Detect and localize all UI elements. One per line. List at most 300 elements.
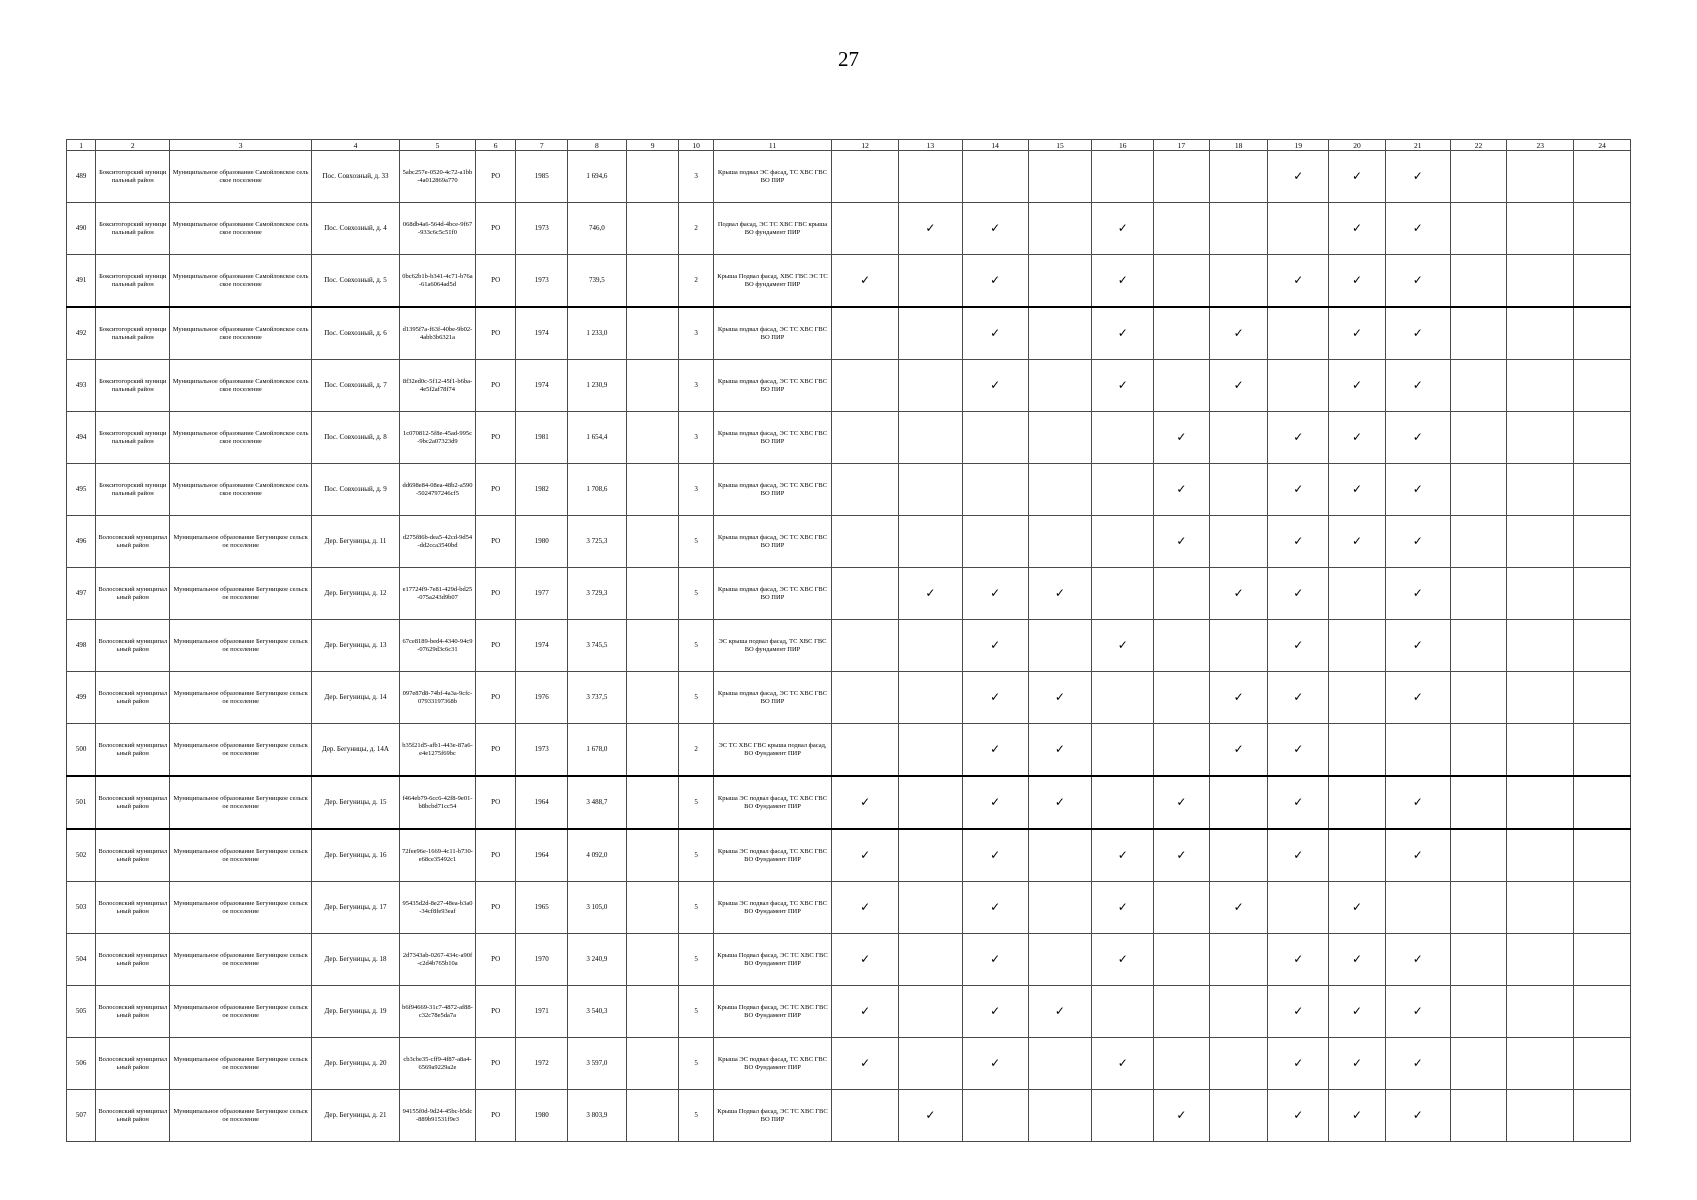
column-number-header: 18 xyxy=(1209,140,1268,151)
mark-cell-col20 xyxy=(1329,620,1386,672)
mark-cell-col15 xyxy=(1028,412,1092,464)
mark-cell-col24 xyxy=(1574,1090,1631,1142)
mark-cell-col17 xyxy=(1154,1038,1210,1090)
check-mark-icon: ✓ xyxy=(1233,900,1244,915)
guid-cell: b35f21d5-afb1-443e-87a6-e4e1275f69bc xyxy=(400,724,476,777)
municipality-cell: Муниципальное образование Самойловское сельское поселение xyxy=(170,464,312,516)
mark-cell-col21 xyxy=(1385,568,1450,620)
ownership-type-cell: РО xyxy=(475,307,515,360)
guid-cell: 67ce8189-bed4-4340-94c9-07629d3c6c31 xyxy=(400,620,476,672)
mark-cell-col20 xyxy=(1329,464,1386,516)
guid-cell: 8f32ed0c-5f12-45f1-b6ba-4e5f2af78f74 xyxy=(400,360,476,412)
mark-cell-col15 xyxy=(1028,829,1092,882)
empty-cell xyxy=(626,360,679,412)
mark-cell-col13 xyxy=(899,829,963,882)
district-cell: Волосовский муниципальный район xyxy=(96,724,170,777)
ownership-type-cell: РО xyxy=(475,516,515,568)
row-number-cell: 505 xyxy=(67,986,96,1038)
address-cell: Пос. Совхозный, д. 9 xyxy=(311,464,399,516)
mark-cell-col17 xyxy=(1154,1090,1210,1142)
row-number-cell: 507 xyxy=(67,1090,96,1142)
check-mark-icon: ✓ xyxy=(1352,221,1363,236)
mark-cell-col15 xyxy=(1028,568,1092,620)
mark-cell-col19 xyxy=(1268,672,1329,724)
mark-cell-col18 xyxy=(1209,1038,1268,1090)
mark-cell-col14 xyxy=(962,672,1028,724)
mark-cell-col19 xyxy=(1268,360,1329,412)
check-mark-icon: ✓ xyxy=(990,848,1001,863)
mark-cell-col23 xyxy=(1507,986,1574,1038)
mark-cell-col21 xyxy=(1385,724,1450,777)
floors-cell: 3 xyxy=(679,307,713,360)
mark-cell-col12 xyxy=(832,986,899,1038)
check-mark-icon: ✓ xyxy=(1176,482,1187,497)
district-cell: Волосовский муниципальный район xyxy=(96,1038,170,1090)
row-number-cell: 496 xyxy=(67,516,96,568)
mark-cell-col18 xyxy=(1209,255,1268,308)
mark-cell-col13 xyxy=(899,151,963,203)
empty-cell xyxy=(626,464,679,516)
mark-cell-col16 xyxy=(1092,620,1154,672)
mark-cell-col21 xyxy=(1385,1038,1450,1090)
area-cell: 4 092,0 xyxy=(568,829,627,882)
area-cell: 3 745,5 xyxy=(568,620,627,672)
ownership-type-cell: РО xyxy=(475,776,515,829)
mark-cell-col12 xyxy=(832,464,899,516)
year-cell: 1980 xyxy=(516,516,568,568)
check-mark-icon: ✓ xyxy=(990,690,1001,705)
check-mark-icon: ✓ xyxy=(1293,638,1304,653)
check-mark-icon: ✓ xyxy=(1293,952,1304,967)
check-mark-icon: ✓ xyxy=(990,742,1001,757)
year-cell: 1974 xyxy=(516,307,568,360)
floors-cell: 3 xyxy=(679,151,713,203)
empty-cell xyxy=(626,568,679,620)
guid-cell: 5abc257e-0520-4c72-a1bb-4a012869a770 xyxy=(400,151,476,203)
empty-cell xyxy=(626,882,679,934)
mark-cell-col24 xyxy=(1574,882,1631,934)
floors-cell: 5 xyxy=(679,934,713,986)
mark-cell-col14 xyxy=(962,255,1028,308)
area-cell: 1 233,0 xyxy=(568,307,627,360)
table-row xyxy=(67,934,1631,986)
floors-cell: 5 xyxy=(679,986,713,1038)
row-number-cell: 499 xyxy=(67,672,96,724)
mark-cell-col18 xyxy=(1209,516,1268,568)
mark-cell-col14 xyxy=(962,934,1028,986)
check-mark-icon: ✓ xyxy=(1412,169,1423,184)
mark-cell-col12 xyxy=(832,620,899,672)
check-mark-icon: ✓ xyxy=(1054,795,1065,810)
check-mark-icon: ✓ xyxy=(1352,378,1363,393)
mark-cell-col24 xyxy=(1574,203,1631,255)
mark-cell-col15 xyxy=(1028,724,1092,777)
area-cell: 739,5 xyxy=(568,255,627,308)
mark-cell-col17 xyxy=(1154,882,1210,934)
check-mark-icon: ✓ xyxy=(1233,690,1244,705)
mark-cell-col15 xyxy=(1028,1090,1092,1142)
mark-cell-col24 xyxy=(1574,724,1631,777)
floors-cell: 5 xyxy=(679,1038,713,1090)
mark-cell-col22 xyxy=(1450,724,1507,777)
district-cell: Волосовский муниципальный район xyxy=(96,568,170,620)
year-cell: 1973 xyxy=(516,724,568,777)
column-number-row xyxy=(67,140,1631,151)
municipality-cell: Муниципальное образование Бегуницкое сельское поселение xyxy=(170,568,312,620)
municipality-cell: Муниципальное образование Бегуницкое сельское поселение xyxy=(170,934,312,986)
empty-cell xyxy=(626,151,679,203)
mark-cell-col20 xyxy=(1329,360,1386,412)
mark-cell-col17 xyxy=(1154,986,1210,1038)
check-mark-icon: ✓ xyxy=(1412,430,1423,445)
municipality-cell: Муниципальное образование Самойловское сельское поселение xyxy=(170,203,312,255)
mark-cell-col18 xyxy=(1209,203,1268,255)
mark-cell-col24 xyxy=(1574,151,1631,203)
municipality-cell: Муниципальное образование Самойловское сельское поселение xyxy=(170,360,312,412)
mark-cell-col12 xyxy=(832,516,899,568)
mark-cell-col17 xyxy=(1154,620,1210,672)
district-cell: Волосовский муниципальный район xyxy=(96,882,170,934)
year-cell: 1973 xyxy=(516,255,568,308)
check-mark-icon: ✓ xyxy=(1054,586,1065,601)
check-mark-icon: ✓ xyxy=(1352,900,1363,915)
floors-cell: 5 xyxy=(679,672,713,724)
mark-cell-col12 xyxy=(832,1090,899,1142)
check-mark-icon: ✓ xyxy=(990,378,1001,393)
check-mark-icon: ✓ xyxy=(1412,690,1423,705)
mark-cell-col17 xyxy=(1154,516,1210,568)
check-mark-icon: ✓ xyxy=(1117,273,1128,288)
works-cell: ЭС крыша подвал фасад, ТС ХВС ГВС ВО фундамент ПИР xyxy=(713,620,831,672)
mark-cell-col14 xyxy=(962,986,1028,1038)
column-number-header: 11 xyxy=(713,140,831,151)
check-mark-icon: ✓ xyxy=(1233,326,1244,341)
district-cell: Бокситогорский муниципальный район xyxy=(96,307,170,360)
mark-cell-col13 xyxy=(899,986,963,1038)
column-number-header: 8 xyxy=(568,140,627,151)
area-cell: 1 230,9 xyxy=(568,360,627,412)
works-cell: Крыша ЭС подвал фасад, ТС ХВС ГВС ВО Фундамент ПИР xyxy=(713,776,831,829)
area-cell: 3 737,5 xyxy=(568,672,627,724)
mark-cell-col15 xyxy=(1028,1038,1092,1090)
check-mark-icon: ✓ xyxy=(1412,1056,1423,1071)
address-cell: Дер. Бегуницы, д. 13 xyxy=(311,620,399,672)
mark-cell-col19 xyxy=(1268,986,1329,1038)
mark-cell-col21 xyxy=(1385,516,1450,568)
ownership-type-cell: РО xyxy=(475,882,515,934)
mark-cell-col12 xyxy=(832,203,899,255)
area-cell: 3 597,0 xyxy=(568,1038,627,1090)
address-cell: Дер. Бегуницы, д. 11 xyxy=(311,516,399,568)
year-cell: 1965 xyxy=(516,882,568,934)
check-mark-icon: ✓ xyxy=(1233,586,1244,601)
guid-cell: 1c070812-5f8e-45ad-995c-9bc2a07323d9 xyxy=(400,412,476,464)
district-cell: Бокситогорский муниципальный район xyxy=(96,412,170,464)
ownership-type-cell: РО xyxy=(475,360,515,412)
check-mark-icon: ✓ xyxy=(1412,1004,1423,1019)
check-mark-icon: ✓ xyxy=(1412,586,1423,601)
row-number-cell: 504 xyxy=(67,934,96,986)
mark-cell-col18 xyxy=(1209,882,1268,934)
check-mark-icon: ✓ xyxy=(1054,690,1065,705)
mark-cell-col22 xyxy=(1450,412,1507,464)
mark-cell-col15 xyxy=(1028,464,1092,516)
year-cell: 1970 xyxy=(516,934,568,986)
empty-cell xyxy=(626,1090,679,1142)
floors-cell: 2 xyxy=(679,724,713,777)
check-mark-icon: ✓ xyxy=(860,1056,871,1071)
mark-cell-col20 xyxy=(1329,724,1386,777)
mark-cell-col21 xyxy=(1385,620,1450,672)
check-mark-icon: ✓ xyxy=(925,586,936,601)
check-mark-icon: ✓ xyxy=(1352,1004,1363,1019)
check-mark-icon: ✓ xyxy=(1293,430,1304,445)
empty-cell xyxy=(626,934,679,986)
mark-cell-col13 xyxy=(899,360,963,412)
row-number-cell: 493 xyxy=(67,360,96,412)
column-number-header: 21 xyxy=(1385,140,1450,151)
check-mark-icon: ✓ xyxy=(1293,586,1304,601)
address-cell: Пос. Совхозный, д. 5 xyxy=(311,255,399,308)
mark-cell-col13 xyxy=(899,255,963,308)
table-row xyxy=(67,986,1631,1038)
check-mark-icon: ✓ xyxy=(1293,742,1304,757)
area-cell: 1 694,6 xyxy=(568,151,627,203)
mark-cell-col14 xyxy=(962,151,1028,203)
ownership-type-cell: РО xyxy=(475,672,515,724)
municipality-cell: Муниципальное образование Бегуницкое сельское поселение xyxy=(170,882,312,934)
mark-cell-col16 xyxy=(1092,829,1154,882)
mark-cell-col13 xyxy=(899,882,963,934)
check-mark-icon: ✓ xyxy=(1412,952,1423,967)
table-row xyxy=(67,1038,1631,1090)
mark-cell-col21 xyxy=(1385,151,1450,203)
mark-cell-col19 xyxy=(1268,620,1329,672)
column-number-header: 10 xyxy=(679,140,713,151)
check-mark-icon: ✓ xyxy=(860,273,871,288)
mark-cell-col12 xyxy=(832,307,899,360)
row-number-cell: 492 xyxy=(67,307,96,360)
mark-cell-col18 xyxy=(1209,934,1268,986)
mark-cell-col12 xyxy=(832,934,899,986)
check-mark-icon: ✓ xyxy=(860,795,871,810)
mark-cell-col12 xyxy=(832,882,899,934)
check-mark-icon: ✓ xyxy=(860,1004,871,1019)
mark-cell-col14 xyxy=(962,1038,1028,1090)
guid-cell: e17724f9-7e81-429d-bd25-075a243d9b07 xyxy=(400,568,476,620)
municipality-cell: Муниципальное образование Бегуницкое сельское поселение xyxy=(170,724,312,777)
year-cell: 1964 xyxy=(516,776,568,829)
mark-cell-col24 xyxy=(1574,360,1631,412)
mark-cell-col13 xyxy=(899,672,963,724)
mark-cell-col22 xyxy=(1450,360,1507,412)
mark-cell-col16 xyxy=(1092,255,1154,308)
mark-cell-col14 xyxy=(962,829,1028,882)
check-mark-icon: ✓ xyxy=(990,900,1001,915)
empty-cell xyxy=(626,986,679,1038)
municipality-cell: Муниципальное образование Бегуницкое сельское поселение xyxy=(170,516,312,568)
mark-cell-col23 xyxy=(1507,1038,1574,1090)
mark-cell-col20 xyxy=(1329,672,1386,724)
floors-cell: 2 xyxy=(679,203,713,255)
check-mark-icon: ✓ xyxy=(990,326,1001,341)
mark-cell-col13 xyxy=(899,464,963,516)
table-row xyxy=(67,724,1631,777)
check-mark-icon: ✓ xyxy=(1233,378,1244,393)
mark-cell-col16 xyxy=(1092,1038,1154,1090)
check-mark-icon: ✓ xyxy=(1054,1004,1065,1019)
mark-cell-col15 xyxy=(1028,307,1092,360)
mark-cell-col22 xyxy=(1450,882,1507,934)
check-mark-icon: ✓ xyxy=(1412,848,1423,863)
mark-cell-col12 xyxy=(832,724,899,777)
works-cell: Крыша подвал фасад, ЭС ТС ХВС ГВС ВО ПИР xyxy=(713,412,831,464)
works-cell: Крыша подвал фасад, ЭС ТС ХВС ГВС ВО ПИР xyxy=(713,360,831,412)
empty-cell xyxy=(626,1038,679,1090)
empty-cell xyxy=(626,255,679,308)
works-cell: Крыша подвал фасад, ЭС ТС ХВС ГВС ВО ПИР xyxy=(713,464,831,516)
municipality-cell: Муниципальное образование Самойловское сельское поселение xyxy=(170,412,312,464)
mark-cell-col24 xyxy=(1574,986,1631,1038)
mark-cell-col14 xyxy=(962,203,1028,255)
mark-cell-col17 xyxy=(1154,829,1210,882)
address-cell: Пос. Совхозный, д. 8 xyxy=(311,412,399,464)
guid-cell: b6f94669-31c7-4872-af88-c32c78e5da7a xyxy=(400,986,476,1038)
guid-cell: d1395f7a-f63f-40be-9b02-4abb3b6321a xyxy=(400,307,476,360)
mark-cell-col16 xyxy=(1092,516,1154,568)
table-row xyxy=(67,255,1631,308)
area-cell: 3 105,0 xyxy=(568,882,627,934)
works-cell: Крыша подвал фасад, ЭС ТС ХВС ГВС ВО ПИР xyxy=(713,307,831,360)
mark-cell-col19 xyxy=(1268,464,1329,516)
column-number-header: 3 xyxy=(170,140,312,151)
mark-cell-col15 xyxy=(1028,203,1092,255)
mark-cell-col14 xyxy=(962,882,1028,934)
mark-cell-col22 xyxy=(1450,829,1507,882)
ownership-type-cell: РО xyxy=(475,1090,515,1142)
mark-cell-col12 xyxy=(832,360,899,412)
check-mark-icon: ✓ xyxy=(1233,742,1244,757)
works-cell: Крыша подвал фасад, ЭС ТС ХВС ГВС ВО ПИР xyxy=(713,516,831,568)
column-number-header: 4 xyxy=(311,140,399,151)
mark-cell-col21 xyxy=(1385,829,1450,882)
mark-cell-col24 xyxy=(1574,1038,1631,1090)
mark-cell-col23 xyxy=(1507,464,1574,516)
check-mark-icon: ✓ xyxy=(990,638,1001,653)
check-mark-icon: ✓ xyxy=(990,221,1001,236)
mark-cell-col16 xyxy=(1092,1090,1154,1142)
mark-cell-col19 xyxy=(1268,516,1329,568)
mark-cell-col14 xyxy=(962,464,1028,516)
floors-cell: 3 xyxy=(679,464,713,516)
mark-cell-col17 xyxy=(1154,672,1210,724)
area-cell: 3 803,9 xyxy=(568,1090,627,1142)
mark-cell-col13 xyxy=(899,620,963,672)
year-cell: 1973 xyxy=(516,203,568,255)
check-mark-icon: ✓ xyxy=(1117,638,1128,653)
mark-cell-col19 xyxy=(1268,724,1329,777)
area-cell: 1 678,0 xyxy=(568,724,627,777)
check-mark-icon: ✓ xyxy=(1352,1108,1363,1123)
year-cell: 1985 xyxy=(516,151,568,203)
area-cell: 3 240,9 xyxy=(568,934,627,986)
mark-cell-col14 xyxy=(962,568,1028,620)
floors-cell: 3 xyxy=(679,360,713,412)
check-mark-icon: ✓ xyxy=(1117,378,1128,393)
mark-cell-col22 xyxy=(1450,1090,1507,1142)
address-cell: Дер. Бегуницы, д. 18 xyxy=(311,934,399,986)
mark-cell-col18 xyxy=(1209,307,1268,360)
empty-cell xyxy=(626,203,679,255)
mark-cell-col22 xyxy=(1450,255,1507,308)
mark-cell-col21 xyxy=(1385,464,1450,516)
mark-cell-col15 xyxy=(1028,986,1092,1038)
ownership-type-cell: РО xyxy=(475,464,515,516)
mark-cell-col16 xyxy=(1092,203,1154,255)
year-cell: 1971 xyxy=(516,986,568,1038)
column-number-header: 7 xyxy=(516,140,568,151)
mark-cell-col18 xyxy=(1209,151,1268,203)
mark-cell-col15 xyxy=(1028,934,1092,986)
table-row xyxy=(67,151,1631,203)
check-mark-icon: ✓ xyxy=(1412,221,1423,236)
mark-cell-col12 xyxy=(832,776,899,829)
check-mark-icon: ✓ xyxy=(1293,169,1304,184)
guid-cell: 72fee96e-1669-4c11-b730-e68ce35492c1 xyxy=(400,829,476,882)
empty-cell xyxy=(626,776,679,829)
mark-cell-col20 xyxy=(1329,882,1386,934)
works-cell: Крыша Подвал фасад, ЭС ТС ХВС ГВС ВО Фундамент ПИР xyxy=(713,986,831,1038)
mark-cell-col16 xyxy=(1092,151,1154,203)
row-number-cell: 502 xyxy=(67,829,96,882)
ownership-type-cell: РО xyxy=(475,1038,515,1090)
check-mark-icon: ✓ xyxy=(925,1108,936,1123)
check-mark-icon: ✓ xyxy=(1293,273,1304,288)
guid-cell: 0bc62b1b-b341-4c71-b76a-61a6064ad5d xyxy=(400,255,476,308)
year-cell: 1974 xyxy=(516,620,568,672)
area-cell: 1 654,4 xyxy=(568,412,627,464)
ownership-type-cell: РО xyxy=(475,829,515,882)
mark-cell-col15 xyxy=(1028,255,1092,308)
mark-cell-col19 xyxy=(1268,151,1329,203)
guid-cell: 097e87d8-74bf-4a3a-9cfc-07933197368b xyxy=(400,672,476,724)
column-number-header: 9 xyxy=(626,140,679,151)
table-row xyxy=(67,568,1631,620)
mark-cell-col22 xyxy=(1450,203,1507,255)
district-cell: Бокситогорский муниципальный район xyxy=(96,360,170,412)
mark-cell-col19 xyxy=(1268,203,1329,255)
mark-cell-col12 xyxy=(832,1038,899,1090)
mark-cell-col14 xyxy=(962,776,1028,829)
district-cell: Бокситогорский муниципальный район xyxy=(96,203,170,255)
address-cell: Дер. Бегуницы, д. 14А xyxy=(311,724,399,777)
floors-cell: 3 xyxy=(679,412,713,464)
mark-cell-col20 xyxy=(1329,776,1386,829)
mark-cell-col13 xyxy=(899,516,963,568)
works-cell: Подвал фасад, ЭС ТС ХВС ГВС крыша ВО фундамент ПИР xyxy=(713,203,831,255)
area-cell: 3 725,3 xyxy=(568,516,627,568)
table-row xyxy=(67,829,1631,882)
row-number-cell: 503 xyxy=(67,882,96,934)
mark-cell-col18 xyxy=(1209,568,1268,620)
check-mark-icon: ✓ xyxy=(990,1004,1001,1019)
check-mark-icon: ✓ xyxy=(990,795,1001,810)
check-mark-icon: ✓ xyxy=(990,952,1001,967)
municipality-cell: Муниципальное образование Бегуницкое сельское поселение xyxy=(170,1090,312,1142)
floors-cell: 5 xyxy=(679,1090,713,1142)
column-number-header: 19 xyxy=(1268,140,1329,151)
check-mark-icon: ✓ xyxy=(1176,1108,1187,1123)
